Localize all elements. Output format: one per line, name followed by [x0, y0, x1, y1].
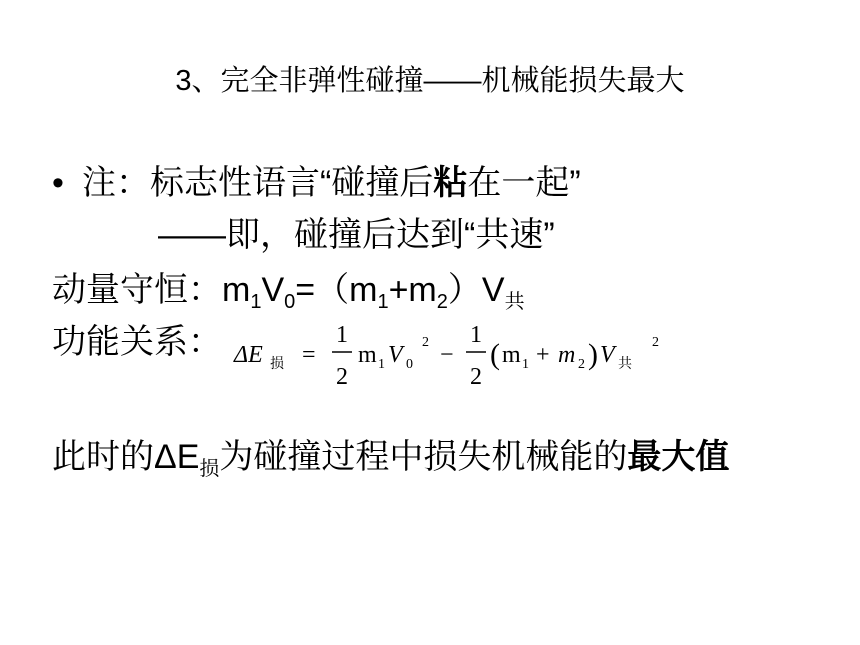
- formula-minus: −: [440, 342, 454, 368]
- formula-denominator: 2: [336, 364, 348, 390]
- formula-sub: 1: [522, 357, 529, 372]
- formula-m2: m: [558, 342, 576, 368]
- momentum-sub: 共: [504, 291, 525, 313]
- momentum-line: [52, 273, 525, 312]
- momentum-sub: 1: [250, 291, 262, 313]
- formula-m: m: [502, 342, 521, 368]
- energy-formula: [232, 320, 672, 392]
- energy-label: 功能关系：: [52, 323, 222, 361]
- conclusion-bold: 最大值: [627, 438, 730, 476]
- note-text-bold: 粘: [433, 164, 468, 202]
- note-text-post: 在一起”: [467, 164, 581, 202]
- momentum-sub: 2: [436, 291, 448, 313]
- formula-m: m: [358, 342, 377, 368]
- formula-numerator: 1: [470, 322, 482, 348]
- momentum-m: m: [222, 271, 251, 309]
- formula-sub: 2: [578, 357, 585, 372]
- momentum-sub: 0: [284, 291, 296, 313]
- momentum-plus: +m: [388, 271, 437, 309]
- formula-v: V: [388, 342, 403, 368]
- formula-sub: 1: [378, 357, 385, 372]
- note-text-pre: 注：标志性语言“碰撞后: [82, 164, 434, 202]
- formula-sub: 共: [618, 357, 632, 372]
- conclusion-sub: 损: [199, 458, 220, 480]
- formula-delta-e: ΔE: [234, 342, 263, 368]
- momentum-eq: =（m: [295, 271, 378, 309]
- formula-square: 2: [652, 335, 659, 350]
- conclusion-line: [52, 440, 729, 479]
- momentum-close: ）V: [447, 271, 505, 309]
- momentum-label: 动量守恒：: [52, 271, 222, 309]
- formula-square: 2: [422, 335, 429, 350]
- common-velocity-line: ——即，碰撞后达到“共速”: [158, 216, 555, 254]
- bullet-note: [52, 166, 581, 200]
- conclusion-pre: 此时的ΔE: [52, 438, 200, 476]
- formula-paren: (: [490, 338, 500, 371]
- slide-title: 3、完全非弹性碰撞——机械能损失最大: [175, 65, 685, 97]
- formula-sub: 0: [406, 357, 413, 372]
- formula-plus: +: [536, 342, 550, 368]
- formula-equals: =: [302, 342, 316, 368]
- conclusion-mid: 为碰撞过程中损失机械能的: [219, 438, 628, 476]
- formula-numerator: 1: [336, 322, 348, 348]
- formula-denominator: 2: [470, 364, 482, 390]
- momentum-sub: 1: [377, 291, 389, 313]
- formula-paren: ): [588, 338, 598, 371]
- formula-sub: 损: [270, 357, 284, 372]
- formula-v: V: [600, 342, 615, 368]
- bullet-icon: •: [52, 164, 64, 202]
- momentum-v: V: [261, 271, 285, 309]
